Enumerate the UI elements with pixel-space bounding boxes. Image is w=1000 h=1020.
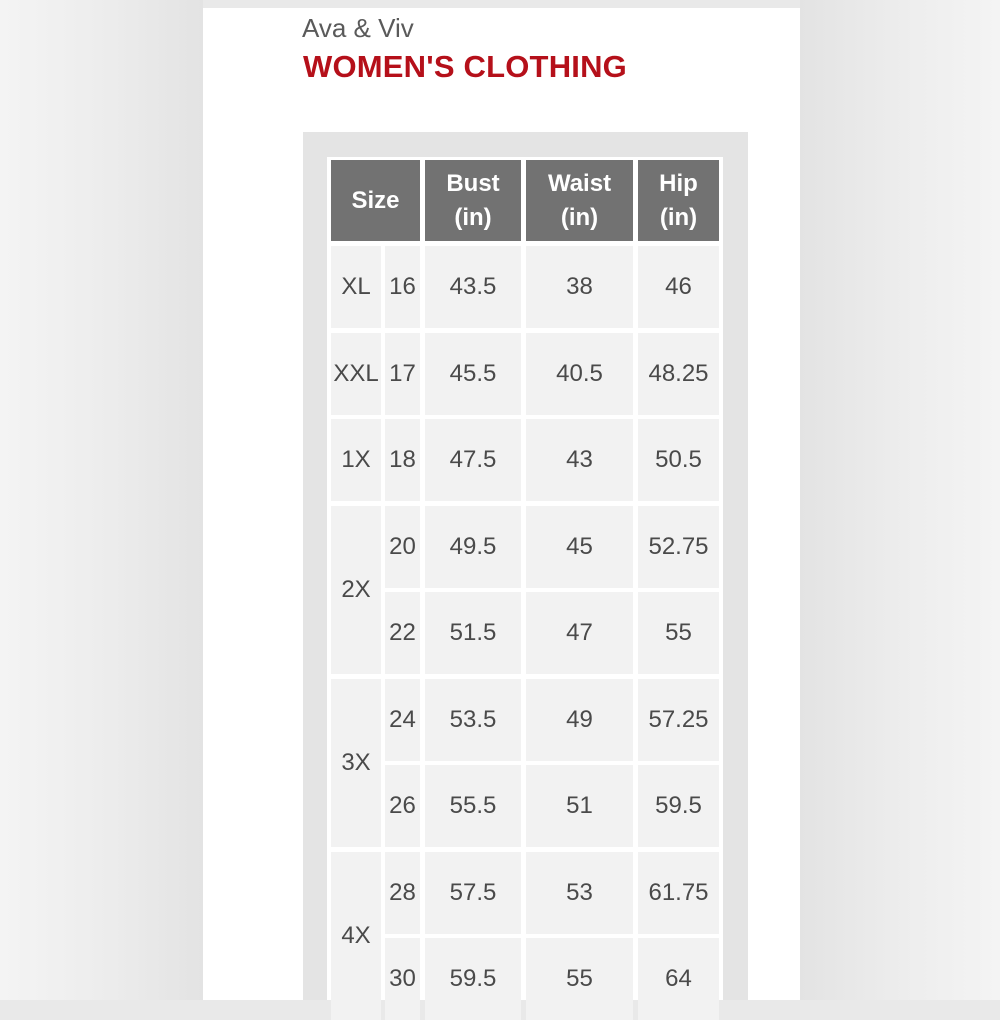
size-number-cell: 28: [385, 852, 420, 934]
header-waist-unit: (in): [560, 203, 599, 231]
hip-cell: 59.5: [638, 765, 719, 847]
hip-cell: 50.5: [638, 419, 719, 501]
size-number-cell: 26: [385, 765, 420, 847]
header-hip-unit: (in): [659, 203, 698, 231]
brand-name: Ava & Viv: [302, 13, 414, 43]
page-title: WOMEN'S CLOTHING: [303, 49, 627, 84]
waist-cell: 55: [526, 938, 633, 1020]
size-group-cell: 2X: [331, 506, 381, 674]
size-group-cell: 4X: [331, 852, 381, 1020]
waist-cell: 49: [526, 679, 633, 761]
hip-cell: 46: [638, 246, 719, 328]
header-bust-unit: (in): [454, 203, 492, 231]
size-group-cell: 1X: [331, 419, 381, 501]
bust-cell: 45.5: [425, 333, 521, 415]
size-number-cell: 20: [385, 506, 420, 588]
bust-cell: 47.5: [425, 419, 521, 501]
size-number-cell: 30: [385, 938, 420, 1020]
size-group-cell: 3X: [331, 679, 381, 847]
waist-cell: 51: [526, 765, 633, 847]
header-waist-label: Waist: [547, 169, 612, 197]
header-hip-label: Hip: [659, 169, 698, 197]
hip-cell: 55: [638, 592, 719, 674]
hip-cell: 52.75: [638, 506, 719, 588]
size-group-cell: XL: [331, 246, 381, 328]
background-left: [0, 0, 203, 1000]
header-bust-label: Bust: [446, 169, 500, 197]
waist-cell: 38: [526, 246, 633, 328]
header-hip: [638, 160, 719, 241]
bust-cell: 53.5: [425, 679, 521, 761]
header-size: Size: [331, 160, 420, 241]
size-group-cell: XXL: [331, 333, 381, 415]
bust-cell: 51.5: [425, 592, 521, 674]
size-number-cell: 24: [385, 679, 420, 761]
hip-cell: 61.75: [638, 852, 719, 934]
hip-cell: 64: [638, 938, 719, 1020]
hip-cell: 57.25: [638, 679, 719, 761]
waist-cell: 53: [526, 852, 633, 934]
waist-cell: 43: [526, 419, 633, 501]
size-number-cell: 17: [385, 333, 420, 415]
bust-cell: 43.5: [425, 246, 521, 328]
header-bust: [425, 160, 521, 241]
background-right: [800, 0, 1000, 1000]
bust-cell: 55.5: [425, 765, 521, 847]
waist-cell: 45: [526, 506, 633, 588]
bust-cell: 57.5: [425, 852, 521, 934]
waist-cell: 47: [526, 592, 633, 674]
bust-cell: 49.5: [425, 506, 521, 588]
size-number-cell: 18: [385, 419, 420, 501]
waist-cell: 40.5: [526, 333, 633, 415]
bust-cell: 59.5: [425, 938, 521, 1020]
size-number-cell: 16: [385, 246, 420, 328]
header-waist: [526, 160, 633, 241]
hip-cell: 48.25: [638, 333, 719, 415]
size-number-cell: 22: [385, 592, 420, 674]
